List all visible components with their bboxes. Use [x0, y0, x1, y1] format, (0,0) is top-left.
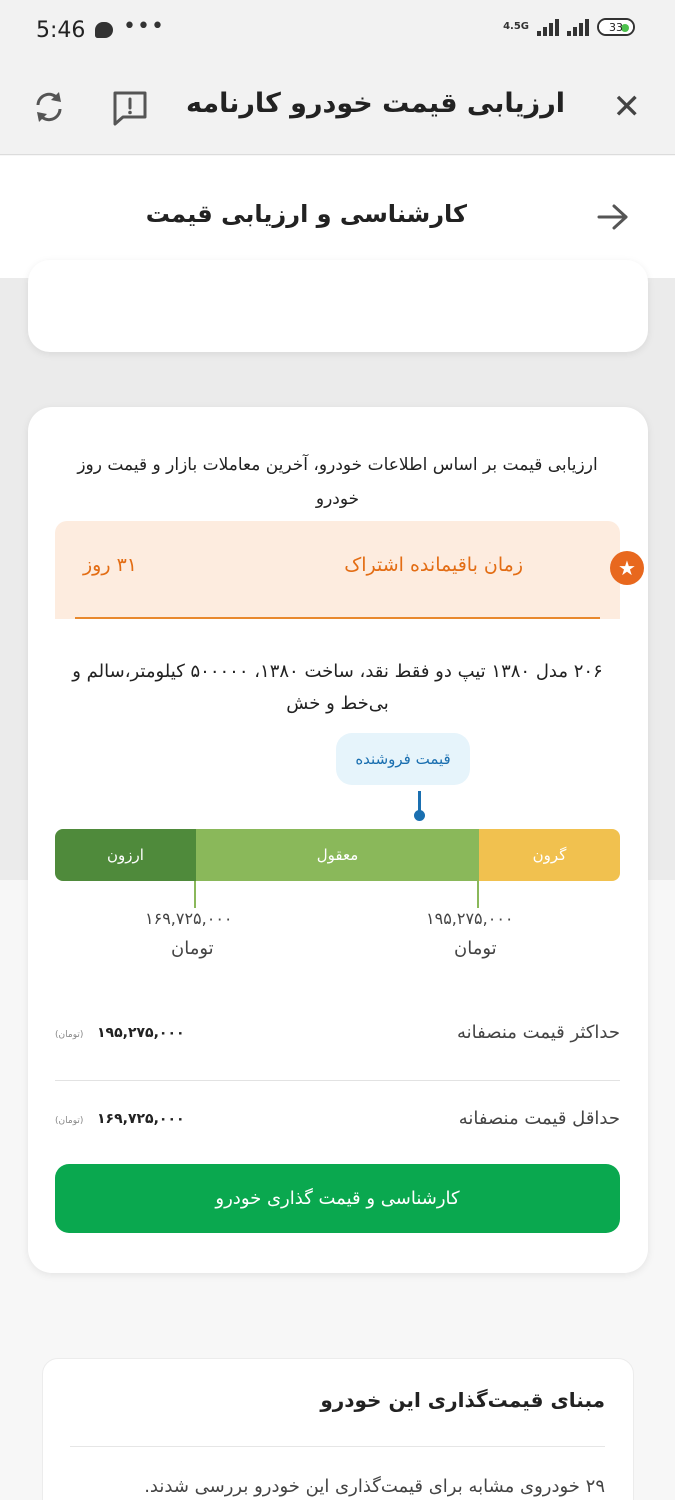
app-header [0, 60, 675, 155]
status-time: 5:46 [36, 18, 86, 43]
car-description: ۲۰۶ مدل ۱۳۸۰ تیپ دو فقط نقد، ساخت ۱۳۸۰، ۵۰۰۰۰۰ کیلومتر،سالم و بی‌خط و خش [72, 661, 603, 714]
price-bar-expensive: گرون [479, 829, 620, 881]
subscription-underline [75, 617, 600, 619]
price-bar-cheap: ارزون [55, 829, 196, 881]
close-icon[interactable]: ✕ [612, 87, 641, 127]
star-icon: ★ [610, 551, 644, 585]
high-tick-unit: تومان [454, 938, 497, 959]
low-tick-unit: تومان [171, 938, 214, 959]
max-fair-price-value: ۱۹۵,۲۷۵,۰۰۰ [97, 1025, 185, 1041]
evaluate-car-button[interactable]: کارشناسی و قیمت گذاری خودرو [55, 1164, 620, 1233]
chat-notification-icon [95, 22, 113, 38]
price-bar-fair: معقول [196, 829, 479, 881]
seller-price-marker: قیمت فروشنده [336, 733, 470, 785]
row-divider [55, 1080, 620, 1081]
high-price-tick [477, 881, 479, 908]
seller-marker-dot [414, 810, 425, 821]
min-fair-price-label: حداقل قیمت منصفانه [458, 1108, 620, 1129]
low-price-tick [194, 881, 196, 908]
arrow-right-icon[interactable] [596, 202, 630, 232]
battery-icon [597, 18, 635, 36]
max-fair-price-unit: (تومان) [55, 1030, 84, 1040]
status-bar [0, 0, 675, 60]
status-icons [503, 18, 635, 36]
section-title: کارشناسی و ارزیابی قیمت [145, 200, 467, 228]
signal-icon-2 [567, 18, 589, 36]
battery-level: 33 [609, 20, 623, 34]
subscription-box [55, 521, 620, 619]
min-fair-price-value: ۱۶۹,۷۲۵,۰۰۰ [97, 1111, 185, 1127]
min-fair-price-unit: (تومان) [55, 1116, 84, 1126]
low-tick-value: ۱۶۹,۷۲۵,۰۰۰ [145, 909, 233, 928]
high-tick-value: ۱۹۵,۲۷۵,۰۰۰ [426, 909, 514, 928]
pricing-basis-text: ۲۹ خودروی مشابه برای قیمت‌گذاری این خودرو بررسی شدند. [144, 1476, 605, 1497]
evaluation-intro: ارزیابی قیمت بر اساس اطلاعات خودرو، آخرین معاملات بازار و قیمت روز خودرو [77, 455, 598, 509]
max-fair-price-label: حداکثر قیمت منصفانه [456, 1022, 620, 1043]
refresh-icon[interactable] [30, 88, 68, 126]
pricing-basis-divider [70, 1446, 605, 1447]
page-title: ارزیابی قیمت خودرو کارنامه [186, 88, 565, 119]
subscription-days: ۳۱ روز [83, 554, 137, 576]
network-type: 4.5G [503, 21, 529, 32]
pricing-basis-title: مبنای قیمت‌گذاری این خودرو [320, 1388, 605, 1412]
subscription-label: زمان باقیمانده اشتراک [344, 554, 523, 576]
previous-card [28, 260, 648, 352]
more-notifications-icon: ••• [123, 14, 165, 39]
report-icon[interactable] [110, 88, 150, 128]
signal-icon [537, 18, 559, 36]
